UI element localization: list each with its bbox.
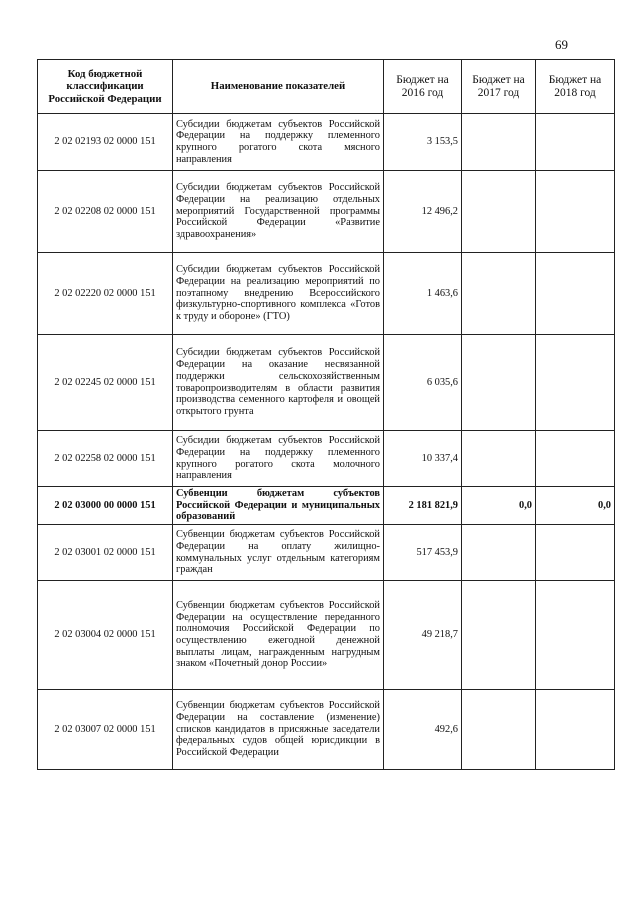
table-row xyxy=(38,487,615,525)
row-budget-2016: 49 218,7 xyxy=(384,581,462,690)
table-row xyxy=(38,253,615,335)
header-name: Наименование показателей xyxy=(173,60,384,114)
row-budget-2016: 12 496,2 xyxy=(384,171,462,253)
row-code: 2 02 02193 02 0000 151 xyxy=(38,114,173,171)
header-budget-2018: Бюджет на 2018 год xyxy=(536,60,615,114)
table-row xyxy=(38,525,615,581)
row-budget-2018 xyxy=(536,431,615,487)
row-budget-2018 xyxy=(536,114,615,171)
row-code: 2 02 02208 02 0000 151 xyxy=(38,171,173,253)
row-code: 2 02 02245 02 0000 151 xyxy=(38,335,173,431)
row-name: Субсидии бюджетам субъектов Российской Федерации на поддержку племенного крупного рогатого скота молочного направления xyxy=(173,431,384,487)
row-code: 2 02 03007 02 0000 151 xyxy=(38,690,173,770)
row-budget-2018 xyxy=(536,581,615,690)
header-budget-2016: Бюджет на 2016 год xyxy=(384,60,462,114)
row-budget-2016: 1 463,6 xyxy=(384,253,462,335)
row-name: Субвенции бюджетам субъектов Российской Федерации на осуществление переданного полномочия Российской Федерации по осуществлению ежегодной денежной выплаты лицам, награжденным нагрудным знаком «Почетный донор России» xyxy=(173,581,384,690)
row-budget-2017 xyxy=(462,525,536,581)
row-budget-2017: 0,0 xyxy=(462,487,536,525)
row-budget-2018 xyxy=(536,171,615,253)
row-budget-2018 xyxy=(536,525,615,581)
row-budget-2016: 3 153,5 xyxy=(384,114,462,171)
row-name: Субсидии бюджетам субъектов Российской Федерации на реализацию отдельных мероприятий Государственной программы Российской Федерации «Развитие здравоохранения» xyxy=(173,171,384,253)
row-budget-2017 xyxy=(462,253,536,335)
row-name: Субсидии бюджетам субъектов Российской Федерации на реализацию мероприятий по поэтапному внедрению Всероссийского физкультурно-спортивного комплекса «Готов к труду и обороне» (ГТО) xyxy=(173,253,384,335)
row-budget-2017 xyxy=(462,690,536,770)
row-name: Субвенции бюджетам субъектов Российской Федерации и муниципальных образований xyxy=(173,487,384,525)
header-code: Код бюджетной классификации Российской Федерации xyxy=(38,60,173,114)
row-code: 2 02 03001 02 0000 151 xyxy=(38,525,173,581)
table-row xyxy=(38,431,615,487)
row-code: 2 02 02220 02 0000 151 xyxy=(38,253,173,335)
row-budget-2016: 2 181 821,9 xyxy=(384,487,462,525)
row-budget-2018 xyxy=(536,690,615,770)
row-budget-2016: 10 337,4 xyxy=(384,431,462,487)
row-budget-2017 xyxy=(462,431,536,487)
row-budget-2017 xyxy=(462,114,536,171)
row-budget-2016: 517 453,9 xyxy=(384,525,462,581)
table-row xyxy=(38,690,615,770)
row-name: Субвенции бюджетам субъектов Российской Федерации на составление (изменение) списков кандидатов в присяжные заседатели федеральных судов общей юрисдикции в Российской Федерации xyxy=(173,690,384,770)
row-budget-2017 xyxy=(462,335,536,431)
table-row xyxy=(38,171,615,253)
row-name: Субсидии бюджетам субъектов Российской Федерации на поддержку племенного крупного рогатого скота мясного направления xyxy=(173,114,384,171)
row-code: 2 02 02258 02 0000 151 xyxy=(38,431,173,487)
row-budget-2018 xyxy=(536,335,615,431)
row-budget-2018 xyxy=(536,253,615,335)
row-code: 2 02 03004 02 0000 151 xyxy=(38,581,173,690)
table-header-row xyxy=(38,60,615,114)
row-budget-2016: 6 035,6 xyxy=(384,335,462,431)
table-row xyxy=(38,581,615,690)
row-name: Субсидии бюджетам субъектов Российской Федерации на оказание несвязанной поддержки сельскохозяйственным товаропроизводителям в области развития производства семенного картофеля и овощей открытого грунта xyxy=(173,335,384,431)
row-budget-2017 xyxy=(462,171,536,253)
table-row xyxy=(38,114,615,171)
row-budget-2017 xyxy=(462,581,536,690)
row-code: 2 02 03000 00 0000 151 xyxy=(38,487,173,525)
page-number: 69 xyxy=(555,37,568,52)
row-budget-2016: 492,6 xyxy=(384,690,462,770)
row-budget-2018: 0,0 xyxy=(536,487,615,525)
table-row xyxy=(38,335,615,431)
header-budget-2017: Бюджет на 2017 год xyxy=(462,60,536,114)
row-name: Субвенции бюджетам субъектов Российской Федерации на оплату жилищно-коммунальных услуг отдельным категориям граждан xyxy=(173,525,384,581)
budget-table xyxy=(37,59,615,770)
